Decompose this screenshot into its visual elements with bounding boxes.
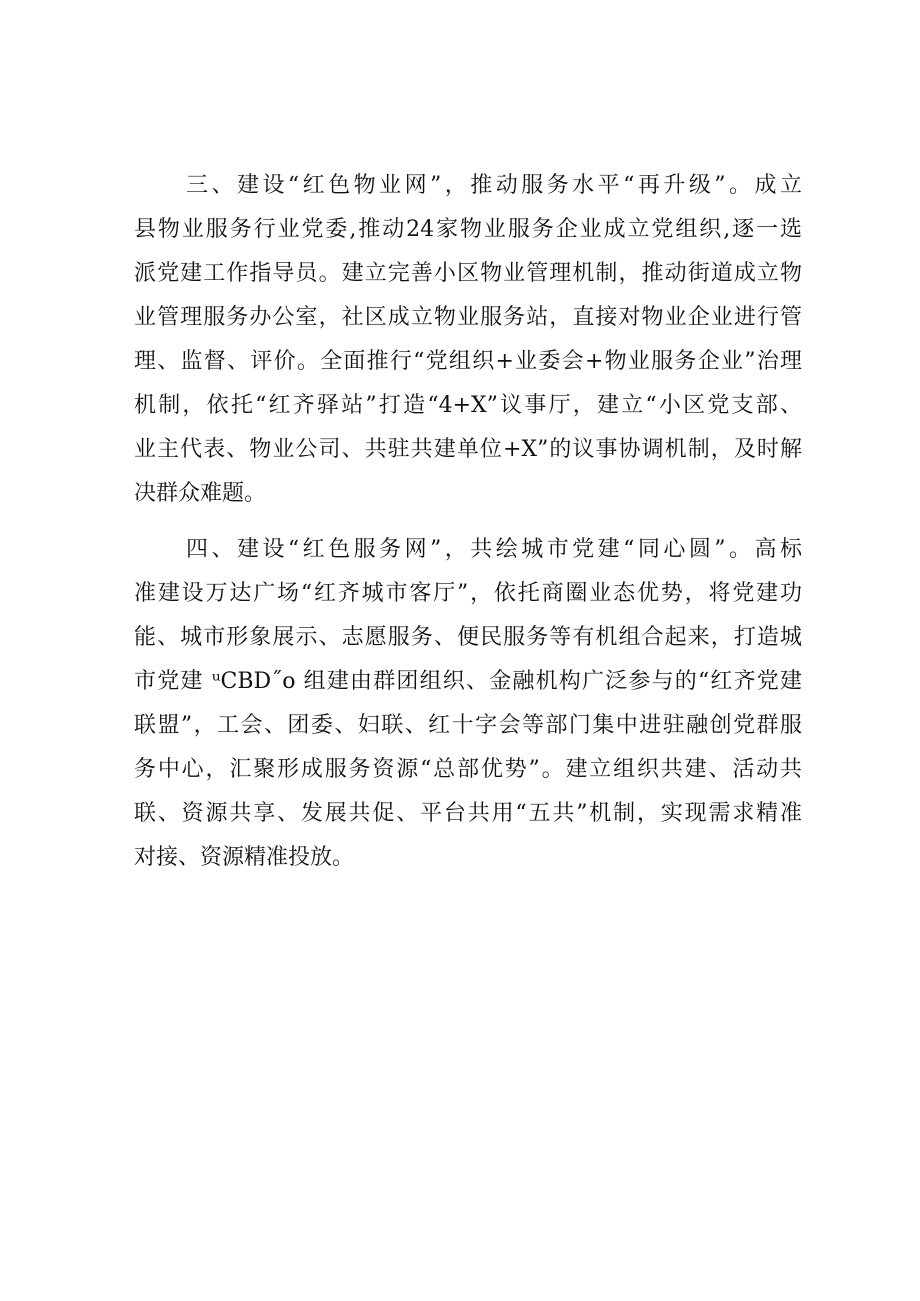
paragraph-property-network xyxy=(134,164,802,516)
text-line: 县物业服务行业党委,推动24家物业服务企业成立党组织,逐一选 xyxy=(134,217,802,242)
text-line: 能、城市形象展示、志愿服务、便民服务等有机组合起来，打造城 xyxy=(134,625,802,650)
text-line: 市党建 ᵘCBD˝o 组建由群团组织、金融机构广泛参与的“红齐党建 xyxy=(134,669,802,694)
text-line: 务中心，汇聚形成服务资源“总部优势”。建立组织共建、活动共 xyxy=(134,757,802,782)
text-line: 联、资源共享、发展共促、平台共用“五共”机制，实现需求精准 xyxy=(134,801,802,826)
text-line: 三、建设“红色物业网”，推动服务水平“再升级”。成立 xyxy=(186,173,802,198)
text-line: 派党建工作指导员。建立完善小区物业管理机制，推动街道成立物 xyxy=(134,261,802,286)
text-line: 联盟”，工会、团委、妇联、红十字会等部门集中进驻融创党群服 xyxy=(134,713,802,738)
text-line: 对接、资源精准投放。 xyxy=(134,845,355,870)
text-line: 业管理服务办公室，社区成立物业服务站，直接对物业企业进行管 xyxy=(134,305,802,330)
text-line: 机制，依托“红齐驿站”打造“4+X”议事厅，建立“小区党支部、 xyxy=(134,393,802,418)
document-body xyxy=(134,164,802,892)
text-line: 四、建设“红色服务网”，共绘城市党建“同心圆”。高标 xyxy=(186,537,802,562)
text-line: 准建设万达广场“红齐城市客厅”，依托商圈业态优势，将党建功 xyxy=(134,581,802,606)
paragraph-service-network xyxy=(134,528,802,880)
text-line: 理、监督、评价。全面推行“党组织+业委会+物业服务企业”治理 xyxy=(134,349,802,374)
text-line: 业主代表、物业公司、共驻共建单位+X”的议事协调机制，及时解 xyxy=(134,437,802,462)
text-line: 决群众难题。 xyxy=(134,481,267,506)
